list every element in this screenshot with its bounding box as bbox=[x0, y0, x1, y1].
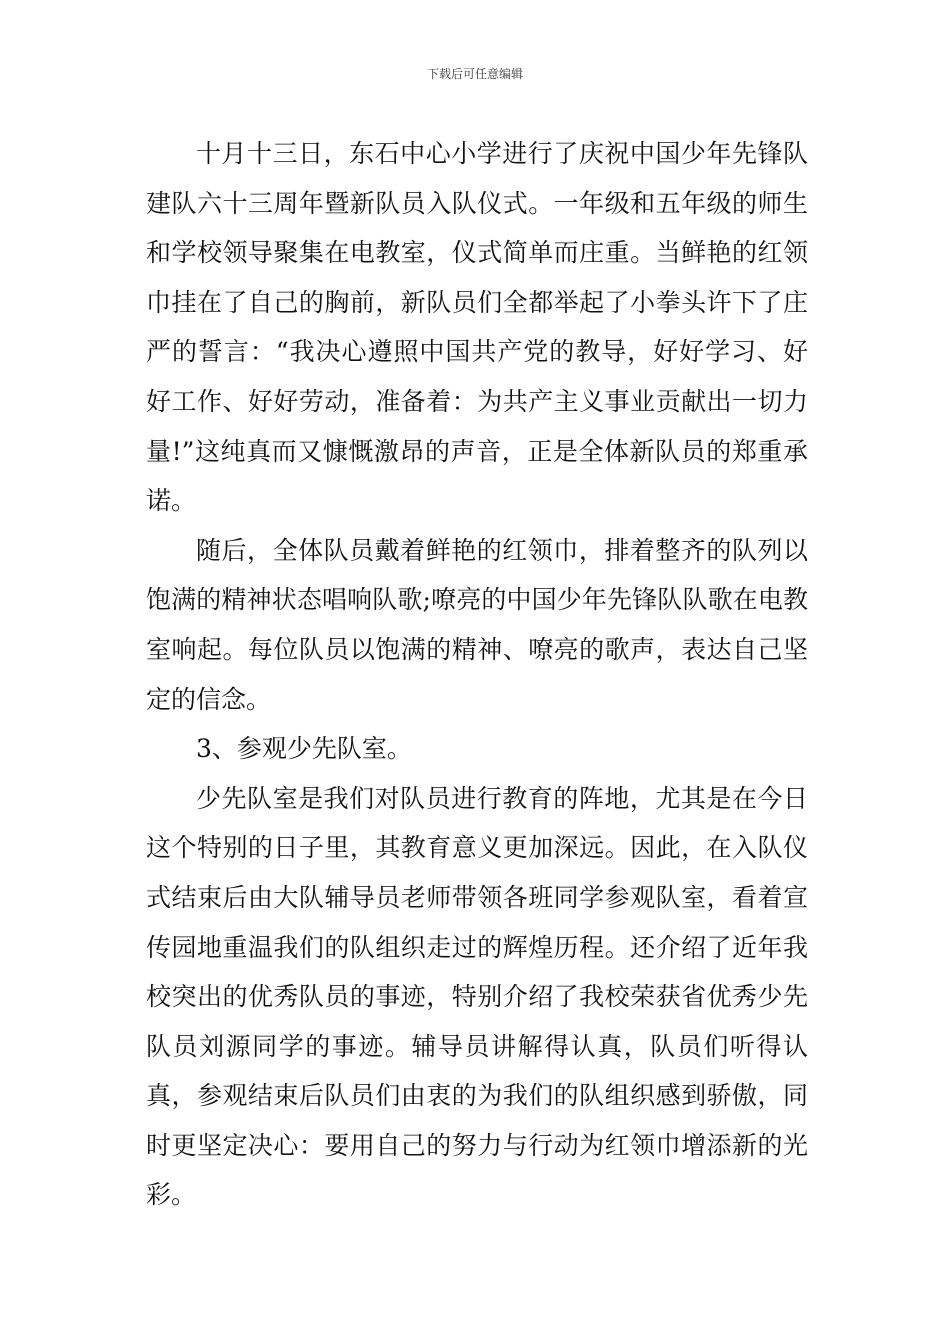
paragraph-visit: 少先队室是我们对队员进行教育的阵地，尤其是在今日这个特别的日子里，其教育意义更加深远。因此，在入队仪式结束后由大队辅导员老师带领各班同学参观队室，看着宣传园地重温我们的队组织走过的辉煌历程。还介绍了近年我校突出的优秀队员的事迹，特别介绍了我校荣获省优秀少先队员刘源同学的事迹。辅导员讲解得认真，队员们听得认真，参观结束后队员们由衷的为我们的队组织感到骄傲，同时更坚定决心：要用自己的努力与行动为红领巾增添新的光彩。 bbox=[146, 783, 808, 1210]
section-heading-visit: 3、参观少先队室。 bbox=[196, 734, 412, 764]
paragraph-anthem: 随后，全体队员戴着鲜艳的红领巾，排着整齐的队列以饱满的精神状态唱响队歌;嘹亮的中国少年先锋队队歌在电教室响起。每位队员以饱满的精神、嘹亮的歌声，表达自己坚定的信念。 bbox=[146, 535, 808, 714]
document-body bbox=[146, 129, 808, 1220]
paragraph-ceremony: 十月十三日，东石中心小学进行了庆祝中国少年先锋队建队六十三周年暨新队员入队仪式。一年级和五年级的师生和学校领导聚集在电教室，仪式简单而庄重。当鲜艳的红领巾挂在了自己的胸前，新队员们全都举起了小拳头许下了庄严的誓言：“我决心遵照中国共产党的教导，好好学习、好好工作、好好劳动，准备着：为共产主义事业贡献出一切力量!”这纯真而又慷慨激昂的声音，正是全体新队员的郑重承诺。 bbox=[146, 139, 808, 516]
page-header: 下载后可任意编辑 bbox=[426, 67, 523, 81]
